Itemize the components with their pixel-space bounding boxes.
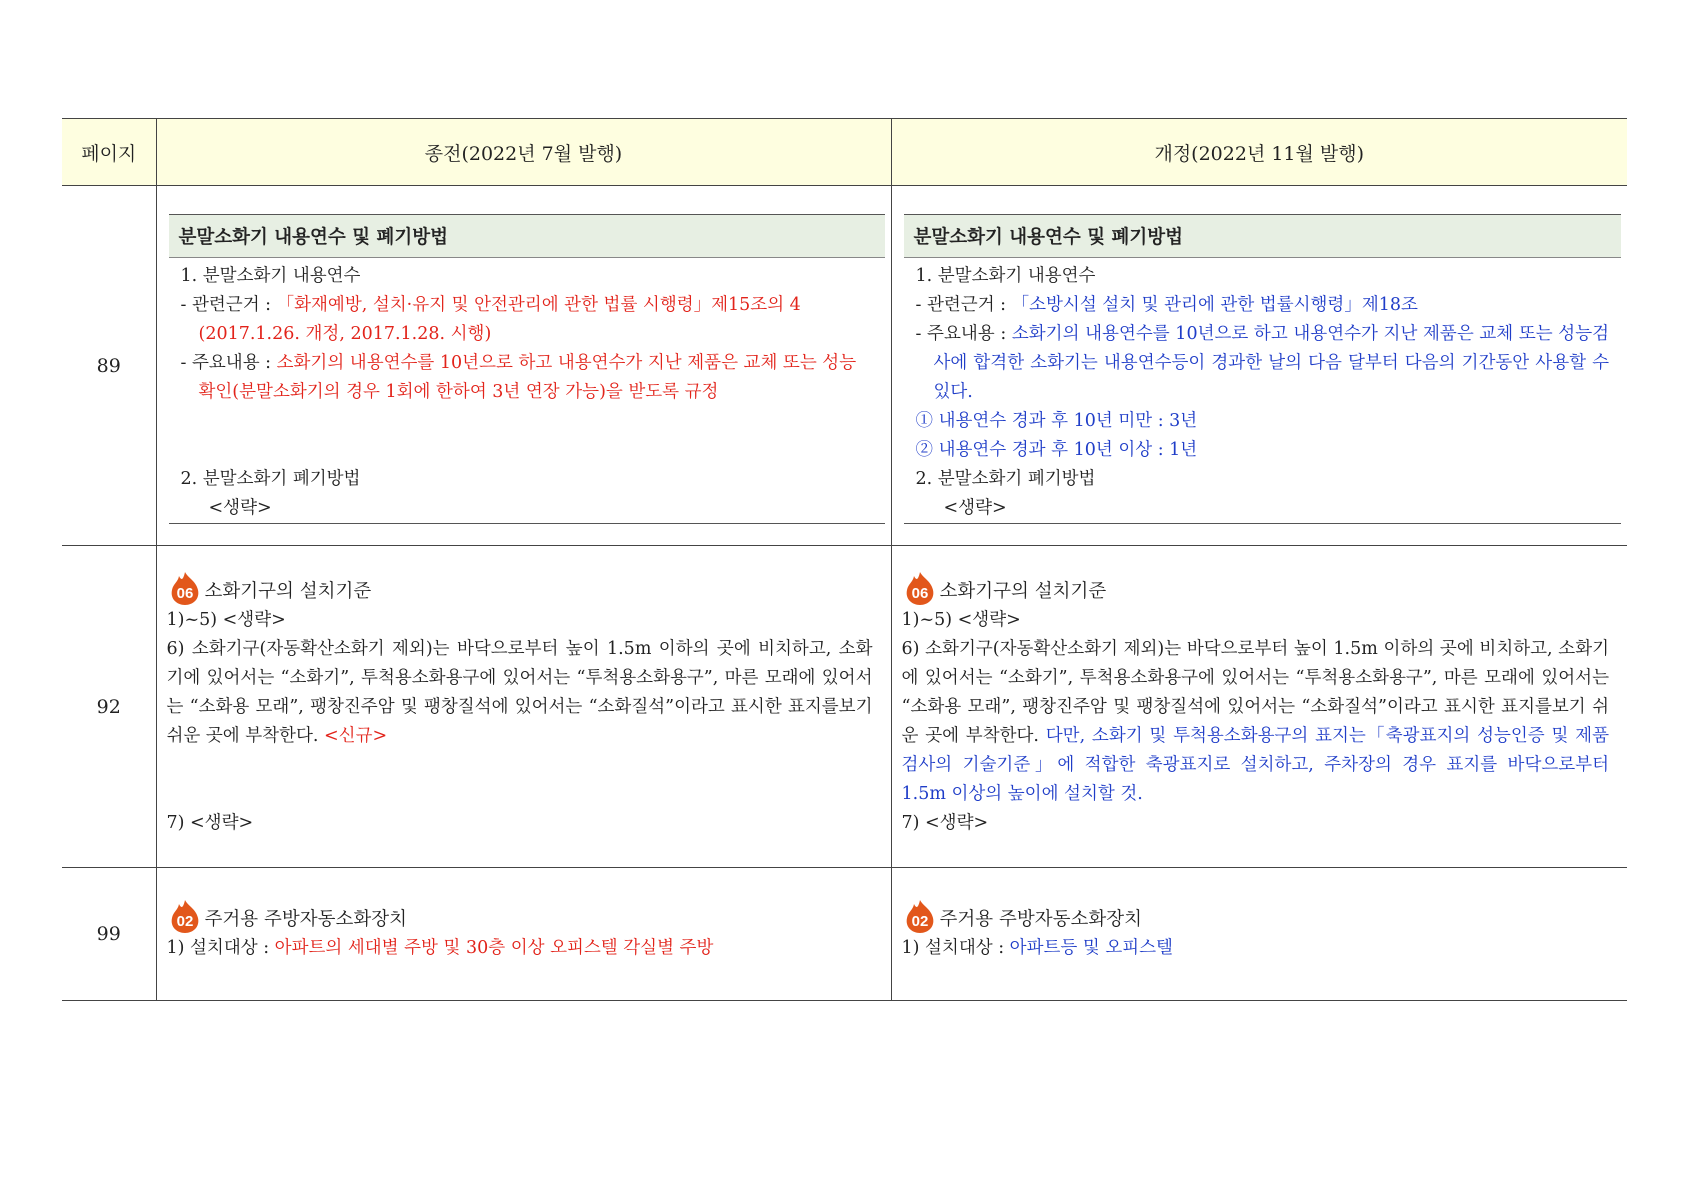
content-line: - 주요내용 : 소화기의 내용연수를 10년으로 하고 내용연수가 지난 제품은 교체 또는 성능검사에 합격한 소화기는 내용연수등이 경과한 날의 다음 달부터 다음의 기간동안 사용할 수 있다. bbox=[915, 324, 1609, 402]
basis-line: - 관련근거 : 「소방시설 설치 및 관리에 관한 법률시행령」제18조 bbox=[915, 295, 1418, 315]
badge-number: 06 bbox=[176, 585, 193, 602]
section-heading bbox=[167, 570, 873, 606]
omitted-text: <생략> bbox=[208, 498, 272, 518]
badge-number: 06 bbox=[911, 585, 928, 602]
paragraph: 6) 소화기구(자동확산소화기 제외)는 바닥으로부터 높이 1.5m 이하의 곳에 비치하고, 소화기에 있어서는 “소화기”, 투척용소화용구에 있어서는 “투척용소화용구”, 마른 모래에 있어서는 “소화용 모래”, 팽창진주암 및 팽창질석에 있어서는 “소화질석”이라고 표시한 표지를보기 쉬운 곳에 부착한다. 다만, 소화기 및 투척용소화용구의 표지는「축광표지의 성능인증 및 제품검사의 기술기준」에 적합한 축광표지로 설치하고, 주차장의 경우 표지를 바닥으로부터 1.5m 이상의 높이에 설치할 것. bbox=[901, 639, 1609, 804]
box-title: 분말소화기 내용연수 및 폐기방법 bbox=[904, 215, 1622, 258]
table-row bbox=[62, 546, 1627, 868]
section-box bbox=[169, 214, 885, 524]
before-cell bbox=[156, 868, 891, 1001]
removed-text: 아파트의 세대별 주방 및 30층 이상 오피스텔 각실별 주방 bbox=[274, 938, 714, 958]
content-line: - 주요내용 : 소화기의 내용연수를 10년으로 하고 내용연수가 지난 제품은 교체 또는 성능확인(분말소화기의 경우 1회에 한하여 3년 연장 가능)을 받도록 규정 bbox=[180, 353, 857, 402]
omitted-text: <생략> bbox=[943, 498, 1007, 518]
added-text: 다만, 소화기 및 투척용소화용구의 표지는「축광표지의 성능인증 및 제품검사의 기술기준」에 적합한 축광표지로 설치하고, 주차장의 경우 표지를 바닥으로부터 1.5m 이상의 높이에 설치할 것. bbox=[901, 726, 1609, 804]
box-body bbox=[904, 258, 1622, 523]
added-text: 아파트등 및 오피스텔 bbox=[1009, 938, 1173, 958]
section-content bbox=[157, 868, 891, 963]
header-row bbox=[62, 119, 1627, 186]
removed-text: 「화재예방, 설치·유지 및 안전관리에 관한 법률 시행령」제15조의 4 (2017.1.26. 개정, 2017.1.28. 시행) bbox=[198, 295, 801, 344]
added-text: 「소방시설 설치 및 관리에 관한 법률시행령」제18조 bbox=[1011, 295, 1418, 315]
after-cell bbox=[891, 868, 1627, 1001]
section-title: 주거용 주방자동소화장치 bbox=[939, 909, 1142, 930]
section-title: 소화기구의 설치기준 bbox=[204, 581, 372, 602]
item-heading: 2. 분말소화기 폐기방법 bbox=[915, 469, 1096, 489]
header-before: 종전(2022년 7월 발행) bbox=[156, 119, 891, 186]
basis-line: - 관련근거 : 「화재예방, 설치·유지 및 안전관리에 관한 법률 시행령」제15조의 4 (2017.1.26. 개정, 2017.1.28. 시행) bbox=[180, 295, 801, 344]
item-heading: 1. 분말소화기 내용연수 bbox=[180, 266, 361, 286]
flame-badge-icon bbox=[902, 898, 938, 934]
box-title: 분말소화기 내용연수 및 폐기방법 bbox=[169, 215, 885, 258]
badge-number: 02 bbox=[911, 913, 928, 930]
added-point: ② 내용연수 경과 후 10년 이상 : 1년 bbox=[915, 440, 1198, 460]
flame-badge-icon bbox=[902, 570, 938, 606]
omitted-line: 1)~5) <생략> bbox=[901, 610, 1021, 630]
paragraph: 6) 소화기구(자동확산소화기 제외)는 바닥으로부터 높이 1.5m 이하의 곳에 비치하고, 소화기에 있어서는 “소화기”, 투척용소화용구에 있어서는 “투척용소화용구”, 마른 모래에 있어서는 “소화용 모래”, 팽창진주암 및 팽창질석에 있어서는 “소화질석”이라고 표시한 표지를보기 쉬운 곳에 부착한다. <신규> bbox=[166, 639, 873, 746]
page-number: 89 bbox=[96, 354, 121, 377]
added-text: 소화기의 내용연수를 10년으로 하고 내용연수가 지난 제품은 교체 또는 성능검사에 합격한 소화기는 내용연수등이 경과한 날의 다음 달부터 다음의 기간동안 사용할 수 있다. bbox=[933, 324, 1609, 402]
omitted-line: 1)~5) <생략> bbox=[166, 610, 286, 630]
new-tag: <신규> bbox=[318, 726, 388, 746]
flame-badge-icon bbox=[167, 570, 203, 606]
after-cell bbox=[891, 186, 1627, 546]
section-title: 소화기구의 설치기준 bbox=[939, 581, 1107, 602]
added-point: ① 내용연수 경과 후 10년 미만 : 3년 bbox=[915, 411, 1198, 431]
badge-number: 02 bbox=[176, 913, 193, 930]
omitted-line: 7) <생략> bbox=[901, 813, 989, 833]
section-box bbox=[904, 214, 1622, 524]
page-number: 99 bbox=[96, 923, 121, 945]
target-line: 1) 설치대상 : 아파트의 세대별 주방 및 30층 이상 오피스텔 각실별 주방 bbox=[166, 938, 714, 958]
flame-badge-icon bbox=[167, 898, 203, 934]
header-page: 페이지 bbox=[62, 119, 156, 186]
section-content bbox=[892, 868, 1628, 963]
section-heading bbox=[167, 898, 873, 934]
box-body bbox=[169, 258, 885, 523]
before-cell bbox=[156, 546, 891, 868]
page-number: 92 bbox=[96, 695, 121, 718]
table-row bbox=[62, 186, 1627, 546]
item-heading: 2. 분말소화기 폐기방법 bbox=[180, 469, 361, 489]
section-title: 주거용 주방자동소화장치 bbox=[204, 909, 407, 930]
comparison-table bbox=[62, 118, 1627, 1001]
before-cell bbox=[156, 186, 891, 546]
target-line: 1) 설치대상 : 아파트등 및 오피스텔 bbox=[901, 938, 1173, 958]
section-heading bbox=[902, 898, 1610, 934]
removed-text: 소화기의 내용연수를 10년으로 하고 내용연수가 지난 제품은 교체 또는 성능확인(분말소화기의 경우 1회에 한하여 3년 연장 가능)을 받도록 규정 bbox=[198, 353, 857, 402]
table-row bbox=[62, 868, 1627, 1001]
omitted-line: 7) <생략> bbox=[166, 813, 254, 833]
header-after: 개정(2022년 11월 발행) bbox=[891, 119, 1627, 186]
section-heading bbox=[902, 570, 1610, 606]
after-cell bbox=[891, 546, 1627, 868]
section-content bbox=[892, 546, 1628, 838]
item-heading: 1. 분말소화기 내용연수 bbox=[915, 266, 1096, 286]
section-content bbox=[157, 546, 891, 838]
